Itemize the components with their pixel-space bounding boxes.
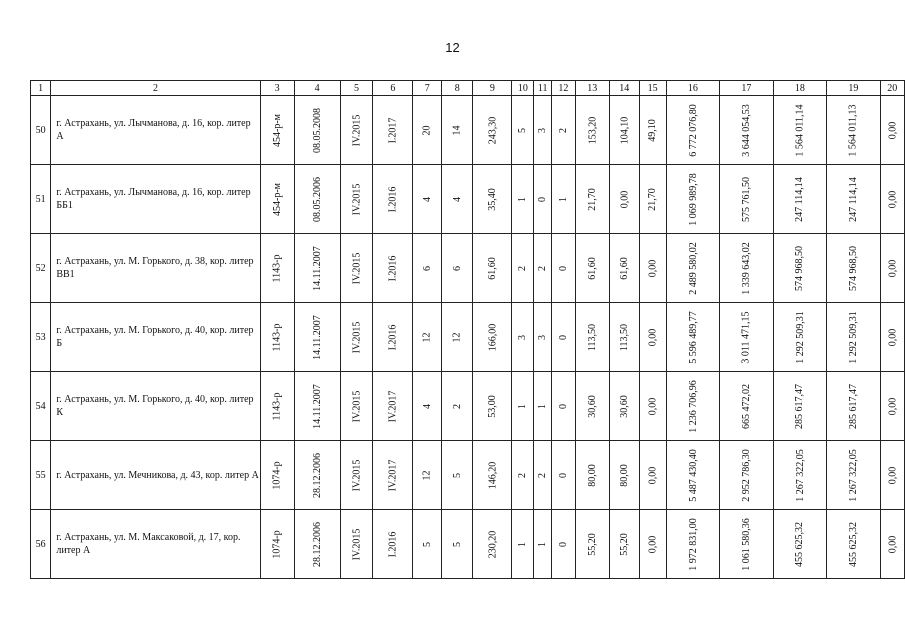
rotated-value: 1 339 643,02 [740,241,752,295]
rotated-value: 30,60 [618,394,630,418]
rotated-value: 5 596 489,77 [687,310,699,364]
value-cell [880,165,904,234]
address-cell: г. Астрахань, ул. М. Горького, д. 40, кор. литер Б [51,303,260,372]
rotated-value: 1 [517,196,529,202]
value-cell [720,165,774,234]
rotated-value: 61,60 [486,256,498,280]
rotated-value: 5 [517,127,529,133]
value-cell [880,96,904,165]
rotated-value: 20 [421,125,433,135]
value-cell [639,303,666,372]
table-row [31,372,905,441]
value-cell [720,303,774,372]
table-row [31,510,905,579]
rotated-value: 1 972 831,00 [687,517,699,571]
rotated-value: 5 487 430,40 [687,448,699,502]
rotated-value: I.2016 [387,255,399,281]
address-cell: г. Астрахань, ул. М. Горького, д. 40, кор. литер К [51,372,260,441]
row-number-cell: 51 [31,165,51,234]
rotated-value: 35,40 [486,187,498,211]
table-row [31,234,905,303]
rotated-value: 14.11.2007 [311,383,323,429]
rotated-value: 21,70 [586,187,598,211]
value-cell [720,96,774,165]
rotated-value: IV.2015 [350,183,362,215]
value-cell [260,441,294,510]
rotated-value: 1 564 011,13 [847,103,859,157]
rotated-value: 4 [421,196,433,202]
value-cell [773,234,827,303]
value-cell [880,372,904,441]
rotated-value: 1 [517,403,529,409]
value-cell [880,303,904,372]
rotated-value: IV.2015 [350,459,362,491]
rotated-value: I.2016 [387,531,399,557]
value-cell [413,234,442,303]
value-cell [373,96,413,165]
value-cell [340,441,373,510]
value-cell [413,372,442,441]
value-cell [442,303,473,372]
value-cell [294,372,340,441]
rotated-value: 0,00 [647,259,659,277]
value-cell [827,96,881,165]
value-cell [260,234,294,303]
address-cell: г. Астрахань, ул. М. Горького, д. 38, кор. литер ВВ1 [51,234,260,303]
row-number-cell: 53 [31,303,51,372]
column-number-cell: 9 [473,81,512,96]
rotated-value: IV.2015 [350,390,362,422]
rotated-value: IV.2017 [387,390,399,422]
value-cell [534,372,552,441]
rotated-value: 5 [451,472,463,478]
rotated-value: 3 [517,334,529,340]
rotated-value: 0,00 [886,397,898,415]
value-cell [373,165,413,234]
rotated-value: 0,00 [647,328,659,346]
rotated-value: 575 761,50 [740,176,752,222]
column-number-cell: 14 [609,81,639,96]
rotated-value: 14.11.2007 [311,314,323,360]
rotated-value: 0 [557,472,569,478]
rotated-value: 53,00 [486,394,498,418]
value-cell [827,165,881,234]
value-cell [473,510,512,579]
rotated-value: 0 [557,541,569,547]
rotated-value: 0,00 [886,259,898,277]
value-cell [340,165,373,234]
value-cell [639,96,666,165]
rotated-value: 14 [451,125,463,135]
value-cell [260,96,294,165]
value-cell [413,441,442,510]
rotated-value: 28.12.2006 [311,452,323,498]
rotated-value: 230,20 [486,530,498,558]
rotated-value: 1143-р [271,254,283,282]
value-cell [609,303,639,372]
rotated-value: 1 292 509,31 [847,310,859,364]
rotated-value: 12 [421,470,433,480]
value-cell [413,165,442,234]
value-cell [666,96,720,165]
rotated-value: 3 [537,127,549,133]
rotated-value: 1 [537,403,549,409]
value-cell [552,510,575,579]
rotated-value: 3 644 054,53 [740,103,752,157]
value-cell [534,303,552,372]
rotated-value: 574 968,50 [794,245,806,291]
rotated-value: 665 472,02 [740,383,752,429]
rotated-value: 1 [557,196,569,202]
value-cell [552,96,575,165]
value-cell [827,372,881,441]
value-cell [340,510,373,579]
value-cell [294,234,340,303]
rotated-value: 28.12.2006 [311,521,323,567]
value-cell [773,510,827,579]
rotated-value: 5 [451,541,463,547]
value-cell [534,441,552,510]
address-cell: г. Астрахань, ул. Мечникова, д. 43, кор. литер А [51,441,260,510]
value-cell [473,303,512,372]
rotated-value: 1074-р [271,529,283,559]
value-cell [512,234,534,303]
rotated-value: 1 [537,541,549,547]
value-cell [880,510,904,579]
rotated-value: 2 489 580,02 [687,241,699,295]
rotated-value: 0 [557,334,569,340]
value-cell [773,303,827,372]
value-cell [639,441,666,510]
rotated-value: 1 236 706,96 [687,379,699,433]
column-number-cell: 12 [552,81,575,96]
column-number-cell: 3 [260,81,294,96]
column-number-cell: 4 [294,81,340,96]
rotated-value: IV.2015 [350,252,362,284]
rotated-value: IV.2015 [350,321,362,353]
value-cell [639,510,666,579]
value-cell [413,510,442,579]
rotated-value: 0,00 [886,121,898,139]
value-cell [442,234,473,303]
rotated-value: 12 [421,332,433,342]
value-cell [880,441,904,510]
rotated-value: 247 114,14 [794,176,806,222]
column-number-cell: 5 [340,81,373,96]
rotated-value: 4 [451,196,463,202]
rotated-value: 146,20 [486,461,498,489]
value-cell [512,165,534,234]
rotated-value: 1143-р [271,323,283,351]
value-cell [720,234,774,303]
value-cell [666,372,720,441]
value-cell [666,303,720,372]
rotated-value: 153,20 [586,116,598,144]
value-cell [512,441,534,510]
rotated-value: 247 114,14 [847,176,859,222]
rotated-value: 5 [421,541,433,547]
value-cell [609,372,639,441]
value-cell [639,372,666,441]
value-cell [773,372,827,441]
rotated-value: 0,00 [647,466,659,484]
value-cell [827,441,881,510]
value-cell [720,510,774,579]
column-number-cell: 15 [639,81,666,96]
column-number-cell: 17 [720,81,774,96]
value-cell [639,234,666,303]
value-cell [260,510,294,579]
rotated-value: 1 267 322,05 [794,448,806,502]
value-cell [294,165,340,234]
rotated-value: 2 [451,403,463,409]
rotated-value: 4 [421,403,433,409]
rotated-value: 0,00 [647,397,659,415]
rotated-value: 21,70 [647,187,659,211]
value-cell [534,234,552,303]
rotated-value: 454-р-м [271,182,283,216]
column-number-cell: 19 [827,81,881,96]
value-cell [666,165,720,234]
rotated-value: 1 [517,541,529,547]
address-cell: г. Астрахань, ул. Лычманова, д. 16, кор. литер ББ1 [51,165,260,234]
value-cell [552,165,575,234]
rotated-value: 49,10 [647,118,659,142]
value-cell [340,96,373,165]
table-row [31,441,905,510]
rotated-value: 0 [537,196,549,202]
value-cell [609,234,639,303]
rotated-value: 1 564 011,14 [794,103,806,157]
value-cell [442,510,473,579]
table-row [31,165,905,234]
value-cell [666,234,720,303]
rotated-value: IV.2015 [350,114,362,146]
value-cell [512,510,534,579]
row-number-cell: 55 [31,441,51,510]
rotated-value: 0,00 [618,190,630,208]
rotated-value: 08.05.2006 [311,176,323,222]
value-cell [666,510,720,579]
page-number: 12 [445,40,460,55]
rotated-value: 6 [421,265,433,271]
value-cell [575,96,609,165]
value-cell [373,510,413,579]
value-cell [373,372,413,441]
rotated-value: 285 617,47 [794,383,806,429]
value-cell [552,303,575,372]
rotated-value: IV.2015 [350,528,362,560]
value-cell [260,165,294,234]
rotated-value: 6 [451,265,463,271]
column-number-cell: 1 [31,81,51,96]
value-cell [552,441,575,510]
rotated-value: 574 968,50 [847,245,859,291]
row-number-cell: 56 [31,510,51,579]
value-cell [340,303,373,372]
rotated-value: 55,20 [586,532,598,556]
rotated-value: 2 [517,472,529,478]
column-number-cell: 2 [51,81,260,96]
rotated-value: 0 [557,403,569,409]
rotated-value: 80,00 [586,463,598,487]
rotated-value: 113,50 [586,323,598,351]
housing-program-table [30,80,905,579]
value-cell [512,303,534,372]
rotated-value: 2 [537,265,549,271]
rotated-value: 1 267 322,05 [847,448,859,502]
value-cell [442,96,473,165]
rotated-value: 113,50 [618,323,630,351]
rotated-value: 1074-р [271,460,283,490]
value-cell [534,165,552,234]
value-cell [373,234,413,303]
rotated-value: IV.2017 [387,459,399,491]
column-number-cell: 11 [534,81,552,96]
rotated-value: 30,60 [586,394,598,418]
row-number-cell: 50 [31,96,51,165]
value-cell [473,441,512,510]
address-cell: г. Астрахань, ул. М. Максаковой, д. 17, кор. литер А [51,510,260,579]
rotated-value: I.2016 [387,324,399,350]
rotated-value: 454-р-м [271,113,283,147]
rotated-value: 1 069 989,78 [687,172,699,226]
table-row [31,96,905,165]
rotated-value: 55,20 [618,532,630,556]
value-cell [442,165,473,234]
value-cell [413,303,442,372]
rotated-value: 08.05.2008 [311,107,323,153]
rotated-value: 455 625,32 [794,521,806,567]
rotated-value: 61,60 [618,256,630,280]
column-number-row [31,81,905,96]
value-cell [575,234,609,303]
rotated-value: 285 617,47 [847,383,859,429]
column-number-cell: 10 [512,81,534,96]
value-cell [340,372,373,441]
value-cell [827,234,881,303]
value-cell [575,165,609,234]
value-cell [575,441,609,510]
rotated-value: 1 061 580,36 [740,517,752,571]
column-number-cell: 6 [373,81,413,96]
value-cell [294,303,340,372]
rotated-value: 12 [451,332,463,342]
value-cell [294,96,340,165]
value-cell [609,510,639,579]
rotated-value: I.2017 [387,117,399,143]
value-cell [294,441,340,510]
value-cell [552,234,575,303]
value-cell [609,96,639,165]
rotated-value: 0,00 [886,535,898,553]
rotated-value: 104,10 [618,116,630,144]
column-number-cell: 7 [413,81,442,96]
column-number-cell: 8 [442,81,473,96]
column-number-cell: 13 [575,81,609,96]
rotated-value: I.2016 [387,186,399,212]
value-cell [609,441,639,510]
rotated-value: 2 [557,127,569,133]
value-cell [720,441,774,510]
address-cell: г. Астрахань, ул. Лычманова, д. 16, кор. литер А [51,96,260,165]
rotated-value: 166,00 [486,323,498,351]
table-body [31,81,905,579]
rotated-value: 6 772 076,80 [687,103,699,157]
value-cell [512,372,534,441]
value-cell [512,96,534,165]
value-cell [880,234,904,303]
value-cell [413,96,442,165]
rotated-value: 80,00 [618,463,630,487]
value-cell [473,96,512,165]
row-number-cell: 54 [31,372,51,441]
value-cell [260,372,294,441]
value-cell [773,165,827,234]
rotated-value: 14.11.2007 [311,245,323,291]
value-cell [639,165,666,234]
rotated-value: 2 [537,472,549,478]
value-cell [575,303,609,372]
rotated-value: 0,00 [886,466,898,484]
value-cell [773,96,827,165]
rotated-value: 243,30 [486,116,498,144]
rotated-value: 0,00 [886,328,898,346]
value-cell [442,441,473,510]
rotated-value: 1143-р [271,392,283,420]
value-cell [294,510,340,579]
value-cell [534,510,552,579]
value-cell [827,303,881,372]
value-cell [666,441,720,510]
column-number-cell: 20 [880,81,904,96]
value-cell [373,441,413,510]
rotated-value: 0,00 [647,535,659,553]
column-number-cell: 16 [666,81,720,96]
rotated-value: 455 625,32 [847,521,859,567]
rotated-value: 1 292 509,31 [794,310,806,364]
value-cell [442,372,473,441]
value-cell [609,165,639,234]
value-cell [552,372,575,441]
row-number-cell: 52 [31,234,51,303]
value-cell [340,234,373,303]
value-cell [373,303,413,372]
rotated-value: 61,60 [586,256,598,280]
rotated-value: 2 952 786,30 [740,448,752,502]
rotated-value: 3 [537,334,549,340]
value-cell [260,303,294,372]
rotated-value: 2 [517,265,529,271]
value-cell [827,510,881,579]
rotated-value: 0 [557,265,569,271]
rotated-value: 3 011 471,15 [740,310,752,364]
rotated-value: 0,00 [886,190,898,208]
table-row [31,303,905,372]
value-cell [720,372,774,441]
value-cell [473,234,512,303]
value-cell [473,165,512,234]
value-cell [773,441,827,510]
value-cell [473,372,512,441]
value-cell [575,372,609,441]
value-cell [575,510,609,579]
value-cell [534,96,552,165]
column-number-cell: 18 [773,81,827,96]
